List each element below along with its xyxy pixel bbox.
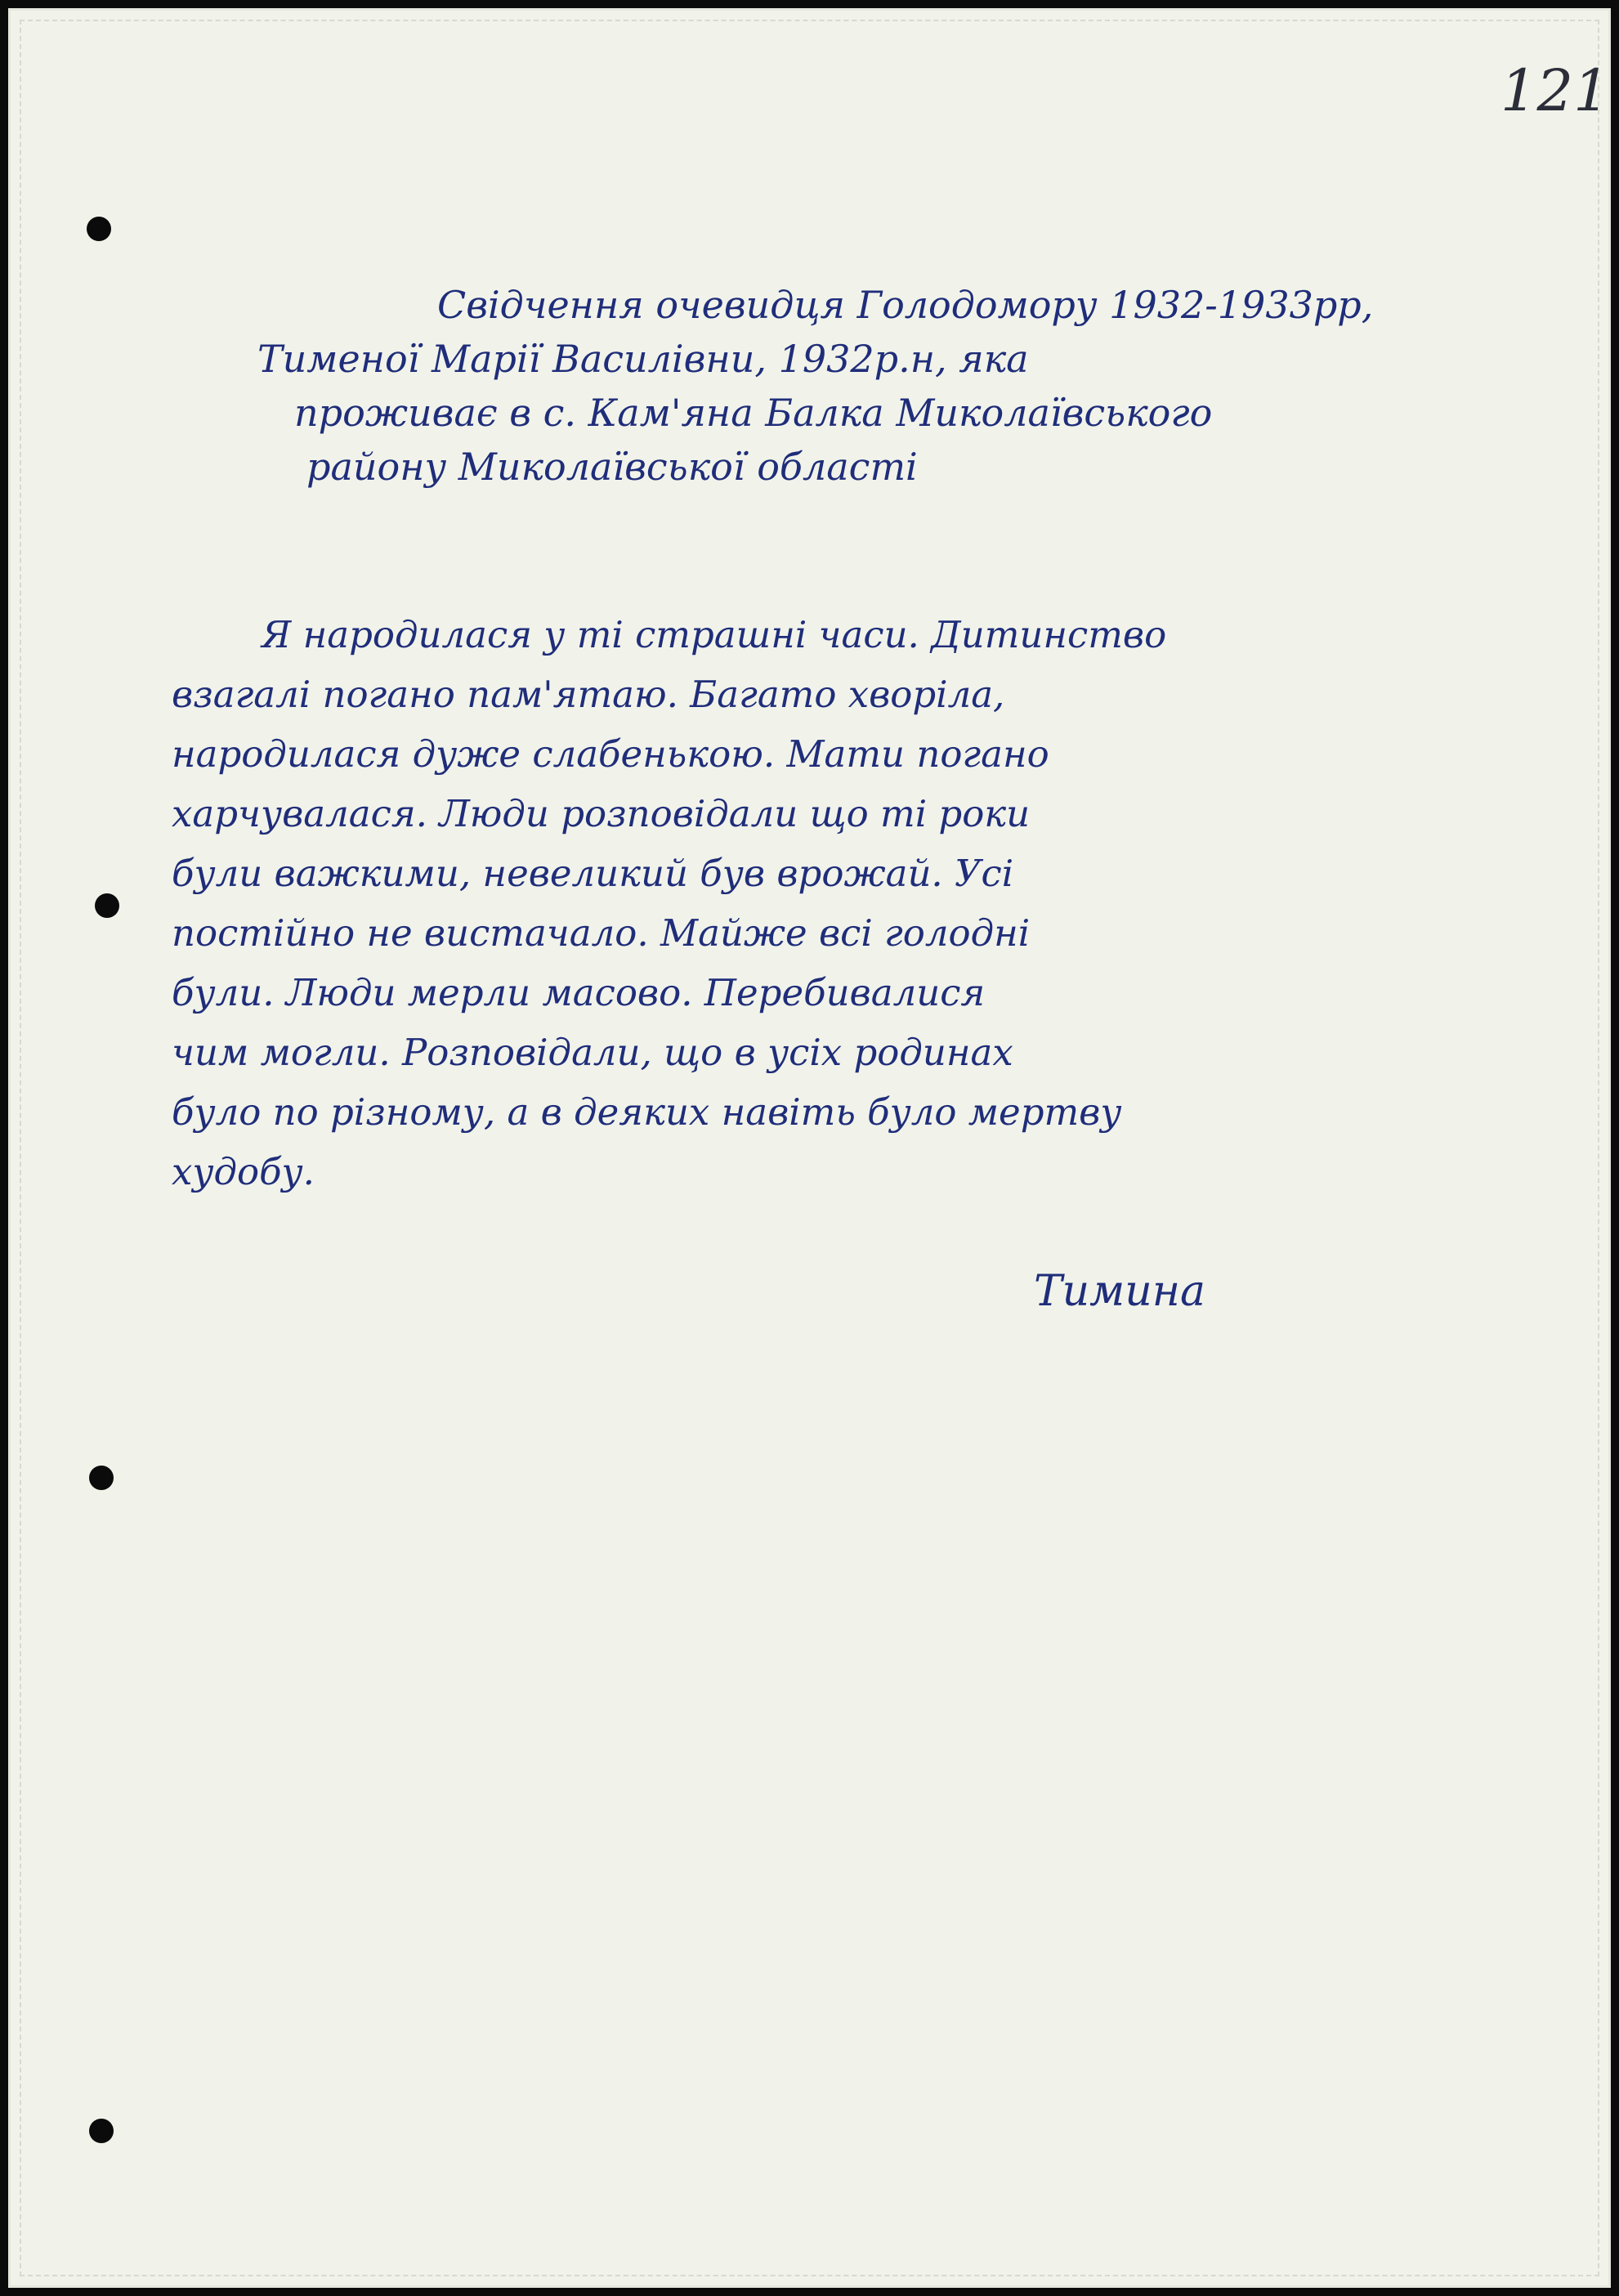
text-line: були. Люди мерли масово. Перебивалися xyxy=(172,971,986,1014)
signature: Тимина xyxy=(1034,1267,1206,1316)
heading-line: Свідчення очевидця Голодомору 1932-1933рр, xyxy=(437,283,1374,327)
punch-hole-4 xyxy=(89,2119,114,2143)
page-number: 121 xyxy=(1500,57,1610,124)
punch-hole-2 xyxy=(95,893,119,918)
text-line: були важкими, невеликий був врожай. Усі xyxy=(172,852,1014,895)
heading-line: Тименої Марії Василівни, 1932р.н, яка xyxy=(257,337,1029,381)
text-line: харчувалася. Люди розповідали що ті роки xyxy=(172,792,1031,835)
text-line: народилася дуже слабенькою. Мати погано xyxy=(172,732,1049,776)
heading-line: району Миколаївської області xyxy=(306,445,918,489)
punch-hole-1 xyxy=(87,217,111,241)
text-line: Я народилася у ті страшні часи. Дитинство xyxy=(262,613,1167,656)
document-page xyxy=(8,8,1611,2288)
text-line: чим могли. Розповідали, що в усіх родинах xyxy=(172,1031,1013,1074)
text-line: худобу. xyxy=(172,1150,315,1193)
text-line: постійно не вистачало. Майже всі голодні xyxy=(172,911,1031,955)
testimony-text xyxy=(172,605,1512,1202)
text-line: взагалі погано пам'ятаю. Багато хворіла, xyxy=(172,673,1005,716)
document-heading xyxy=(245,278,1569,494)
punch-hole-3 xyxy=(89,1466,114,1490)
heading-line: проживає в с. Кам'яна Балка Миколаївського xyxy=(294,391,1213,435)
text-line: було по різному, а в деяких навіть було мертву xyxy=(172,1090,1122,1134)
